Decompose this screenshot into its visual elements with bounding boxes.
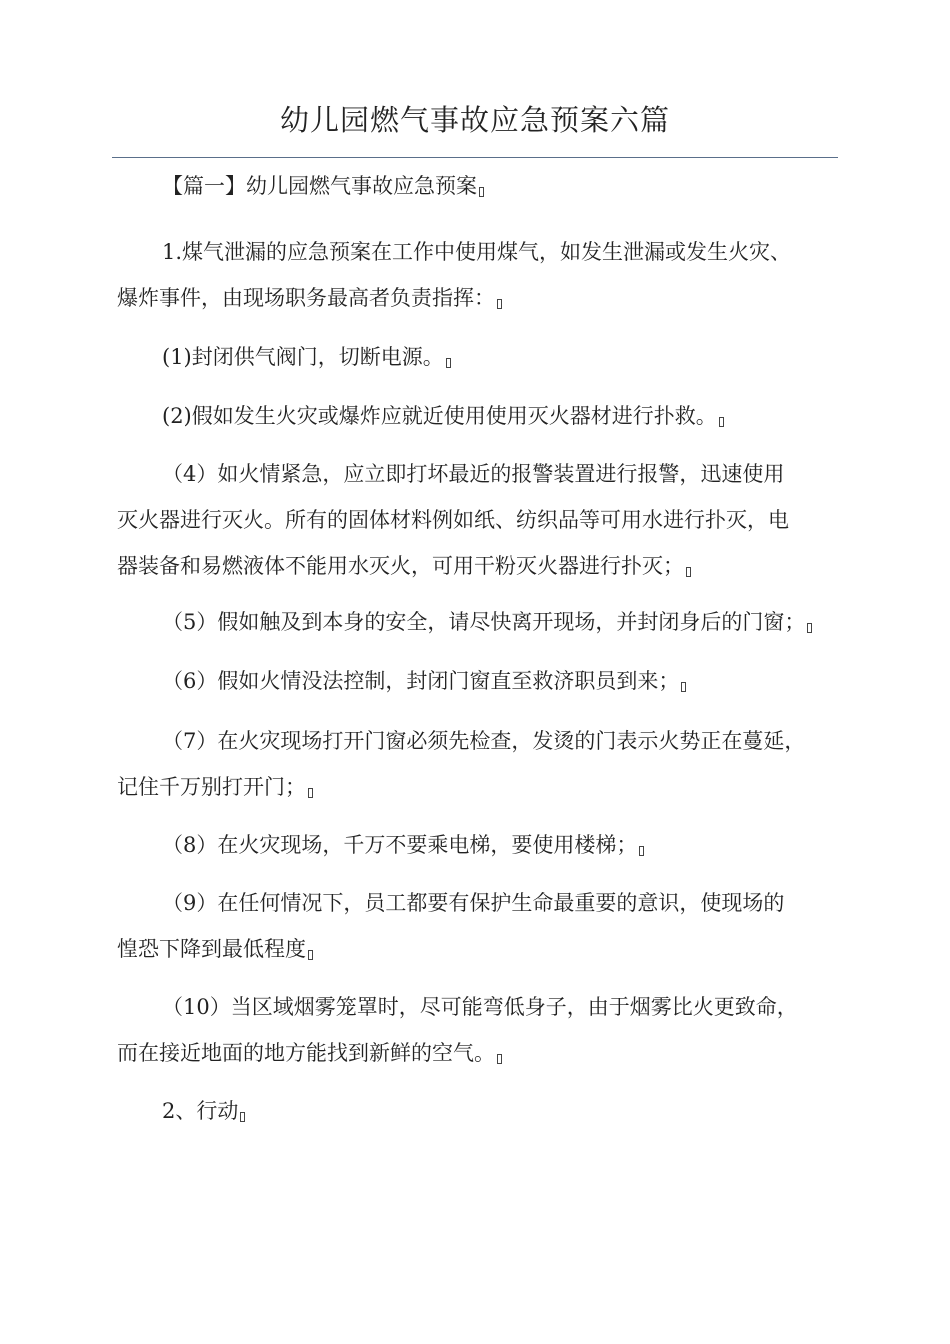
paragraph-line: （4）如火情紧急，应立即打坏最近的报警装置进行报警，迅速使用 xyxy=(162,462,785,486)
paragraph-line: 惶恐下降到最低程度 xyxy=(117,937,306,961)
paragraph-line: （5）假如触及到本身的安全，请尽快离开现场，并封闭身后的门窗； xyxy=(162,610,806,634)
paragraph-step-2 xyxy=(117,393,847,439)
paragraph-line: 记住千万别打开门； xyxy=(117,775,306,799)
paragraph-mark-icon xyxy=(719,417,724,427)
paragraph-line: （8）在火灾现场，千万不要乘电梯，要使用楼梯； xyxy=(162,833,638,857)
paragraph-line: （6）假如火情没法控制，封闭门窗直至救济职员到来； xyxy=(162,669,680,693)
paragraph-line: 1.煤气泄漏的应急预案在工作中使用煤气，如发生泄漏或发生火灾、 xyxy=(162,240,792,264)
paragraph-line: (2)假如发生火灾或爆炸应就近使用使用灭火器材进行扑救。 xyxy=(162,404,717,428)
paragraph-heading-part-one xyxy=(117,163,847,209)
title-divider xyxy=(112,157,838,158)
paragraph-line: （7）在火灾现场打开门窗必须先检查，发烫的门表示火势正在蔓延， xyxy=(162,729,806,753)
paragraph-section-2-action xyxy=(117,1088,847,1134)
paragraph-step-7 xyxy=(117,718,847,810)
paragraph-line: （9）在任何情况下，员工都要有保护生命最重要的意识，使现场的 xyxy=(162,891,785,915)
paragraph-step-4 xyxy=(117,451,847,589)
paragraph-mark-icon xyxy=(639,846,644,856)
paragraph-line: （10）当区域烟雾笼罩时，尽可能弯低身子，由于烟雾比火更致命， xyxy=(162,995,798,1019)
paragraph-line: 而在接近地面的地方能找到新鲜的空气。 xyxy=(117,1041,495,1065)
paragraph-mark-icon xyxy=(479,187,484,197)
paragraph-mark-icon xyxy=(497,299,502,309)
paragraph-line: 灭火器进行灭火。所有的固体材料例如纸、纺织品等可用水进行扑灭，电 xyxy=(117,508,789,532)
paragraph-mark-icon xyxy=(308,788,313,798)
paragraph-gas-leak-plan xyxy=(117,229,847,321)
paragraph-line: 爆炸事件，由现场职务最高者负责指挥： xyxy=(117,286,495,310)
paragraph-mark-icon xyxy=(240,1112,245,1122)
paragraph-mark-icon xyxy=(497,1054,502,1064)
paragraph-line: (1)封闭供气阀门，切断电源。 xyxy=(162,345,444,369)
document-title: 幼儿园燃气事故应急预案六篇 xyxy=(279,103,670,137)
paragraph-step-8 xyxy=(117,822,847,868)
paragraph-mark-icon xyxy=(446,358,451,368)
paragraph-mark-icon xyxy=(807,623,812,633)
paragraph-step-1 xyxy=(117,334,847,380)
paragraph-line: 2、行动 xyxy=(162,1099,239,1123)
paragraph-step-9 xyxy=(117,880,847,972)
paragraph-line: 器装备和易燃液体不能用水灭火，可用干粉灭火器进行扑灭； xyxy=(117,554,684,578)
paragraph-step-6 xyxy=(117,658,847,704)
paragraph-mark-icon xyxy=(686,567,691,577)
paragraph-mark-icon xyxy=(308,950,313,960)
paragraph-mark-icon xyxy=(681,682,686,692)
paragraph-line: 【篇一】幼儿园燃气事故应急预案 xyxy=(162,174,477,198)
paragraph-step-5 xyxy=(117,599,847,645)
paragraph-step-10 xyxy=(117,984,847,1076)
